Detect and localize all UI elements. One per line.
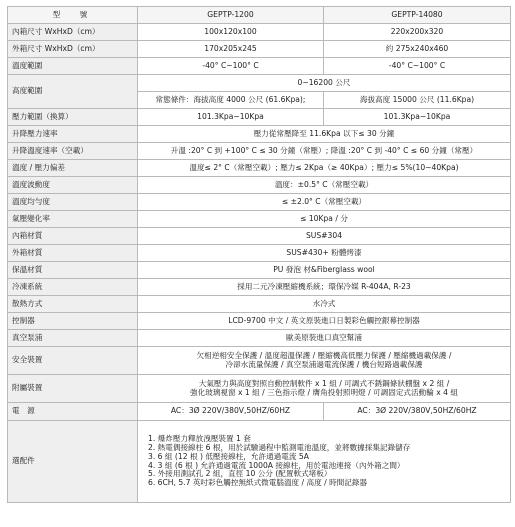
table-row [8,245,511,262]
cell-value: -40° C~100° C [324,58,511,75]
cell-value: 升溫 :20° C 到 +100° C ≤ 30 分鐘（常壓）; 降溫 :20° C 到 -40° C ≤ 60 分鐘（常壓） [138,143,511,160]
text-line: 強化玻璃視窗 x 1 組 / 三色指示燈 / 膺角投射照明燈 / 可調固定式活動輪 x 4 組 [190,387,458,397]
table-row [8,330,511,347]
table-row [8,211,511,228]
model-1: GEPTP-1200 [138,7,324,24]
cell-value: AC：3Ø 220V/380V,50HZ/60HZ [324,403,511,421]
cell-value [138,375,511,403]
text-line: 冷卻水流量保護 / 真空泵浦過電流保護 / 機台短路過載保護 [225,359,423,369]
row-label: 選配件 [8,421,138,503]
cell-value: -40° C~100° C [138,58,324,75]
cell-value: 採用二元冷凍壓縮機系統；環保冷媒 R-404A, R-23 [138,279,511,296]
list-item: 6. 6CH, 5.7 英吋彩色觸控無紙式微電腦溫度 / 高度 / 時間記錄器 [148,477,368,487]
cell-value: 101.3Kpa~10Kpa [138,109,324,126]
row-label: 高度範圍 [8,75,138,109]
cell-value: 水冷式 [138,296,511,313]
row-label: 溫度均勻度 [8,194,138,211]
row-label: 溫度範圍 [8,58,138,75]
row-label: 溫度波動度 [8,177,138,194]
row-label: 保溫材質 [8,262,138,279]
table-row [8,347,511,375]
cell-value: 溫度≤ 2° C（常壓空載）; 壓力≤ 2Kpa（≥ 40Kpa）; 壓力≤ 5%(10~40Kpa) [138,160,511,177]
list-item: 4. 3 組 (6 根 ) 允許通過電流 1000A 接線柱，用於電池連接（內外箱之間） [148,460,405,470]
table-row [8,75,511,92]
cell-value: 常態條件：海拔高度 4000 公尺 (61.6Kpa); [138,92,324,109]
list-item: 1. 爆炸壓力釋放洩壓裝置 1 套 [148,434,251,444]
cell-value: LCD-9700 中文 / 英文原裝進口日製彩色觸控銀幕控制器 [138,313,511,330]
cell-value: SUS#304 [138,228,511,245]
model-2: GEPTP-14080 [324,7,511,24]
spec-table [7,6,511,503]
table-row [8,160,511,177]
table-row [8,296,511,313]
cell-value: 220x200x320 [324,24,511,41]
row-label: 升降壓力速率 [8,126,138,143]
table-row [8,143,511,160]
table-row [8,228,511,245]
table-header-row [8,7,511,24]
text-line: 大氣壓力與高度對照自動控制軟件 x 1 組 / 可調式不銹鋼條狀棚盤 x 2 組 / [198,378,450,388]
row-label: 外箱材質 [8,245,138,262]
cell-value: 170x205x245 [138,41,324,58]
cell-value: ≤ ±2.0° C（常壓空載） [138,194,511,211]
model-label: 型 號 [8,7,138,24]
table-row [8,194,511,211]
list-item: 3. 6 組 (12 根 ) 低壓接線柱，允許通過電流 5A [148,451,309,461]
cell-value: PU 發泡 材&Fiberglass wool [138,262,511,279]
row-label: 氣壓變化率 [8,211,138,228]
table-row [8,126,511,143]
table-row [8,421,511,503]
options-list [138,421,511,503]
row-label: 電 源 [8,403,138,421]
cell-value [138,347,511,375]
table-row [8,177,511,194]
row-label: 內箱尺寸 WxHxD（cm） [8,24,138,41]
table-row [8,24,511,41]
table-row [8,109,511,126]
cell-value: 約 275x240x460 [324,41,511,58]
list-item: 2. 熱電偶接線柱 6 根，用於試驗過程中監測電池溫度，並將數據採集記錄儲存 [148,443,411,453]
row-label: 控制器 [8,313,138,330]
row-label: 溫度 / 壓力偏差 [8,160,138,177]
row-label: 外箱尺寸 WxHxD（cm） [8,41,138,58]
cell-value: 歐美原裝進口真空幫浦 [138,330,511,347]
cell-value: AC：3Ø 220V/380V,50HZ/60HZ [138,403,324,421]
cell-value: 海拔高度 15000 公尺 (11.6Kpa) [324,92,511,109]
row-label: 安全裝置 [8,347,138,375]
table-row [8,313,511,330]
cell-value: 溫度：±0.5° C（常壓空載） [138,177,511,194]
row-label: 內箱材質 [8,228,138,245]
table-row [8,403,511,421]
cell-value: 0~16200 公尺 [138,75,511,92]
text-line: 欠相逆相安全保護 / 溫度超溫保護 / 壓縮機高低壓力保護 / 壓縮機過載保護 / [196,350,452,360]
row-label: 附屬裝置 [8,375,138,403]
row-label: 壓力範圍（換算） [8,109,138,126]
table-row [8,262,511,279]
table-row [8,375,511,403]
list-item: 5. 外接用測試孔 2 組，直徑 10 公分 (配置軟式堵板） [148,469,332,479]
cell-value: 101.3Kpa~10Kpa [324,109,511,126]
row-label: 升降溫度速率（空載） [8,143,138,160]
cell-value: SUS#430+ 粉體烤漆 [138,245,511,262]
cell-value: 100x120x100 [138,24,324,41]
table-row [8,279,511,296]
table-row [8,58,511,75]
cell-value: 壓力從常壓降至 11.6Kpa 以下≤ 30 分鐘 [138,126,511,143]
row-label: 真空泵浦 [8,330,138,347]
row-label: 冷凍系統 [8,279,138,296]
cell-value: ≤ 10Kpa / 分 [138,211,511,228]
table-row [8,41,511,58]
row-label: 散熱方式 [8,296,138,313]
